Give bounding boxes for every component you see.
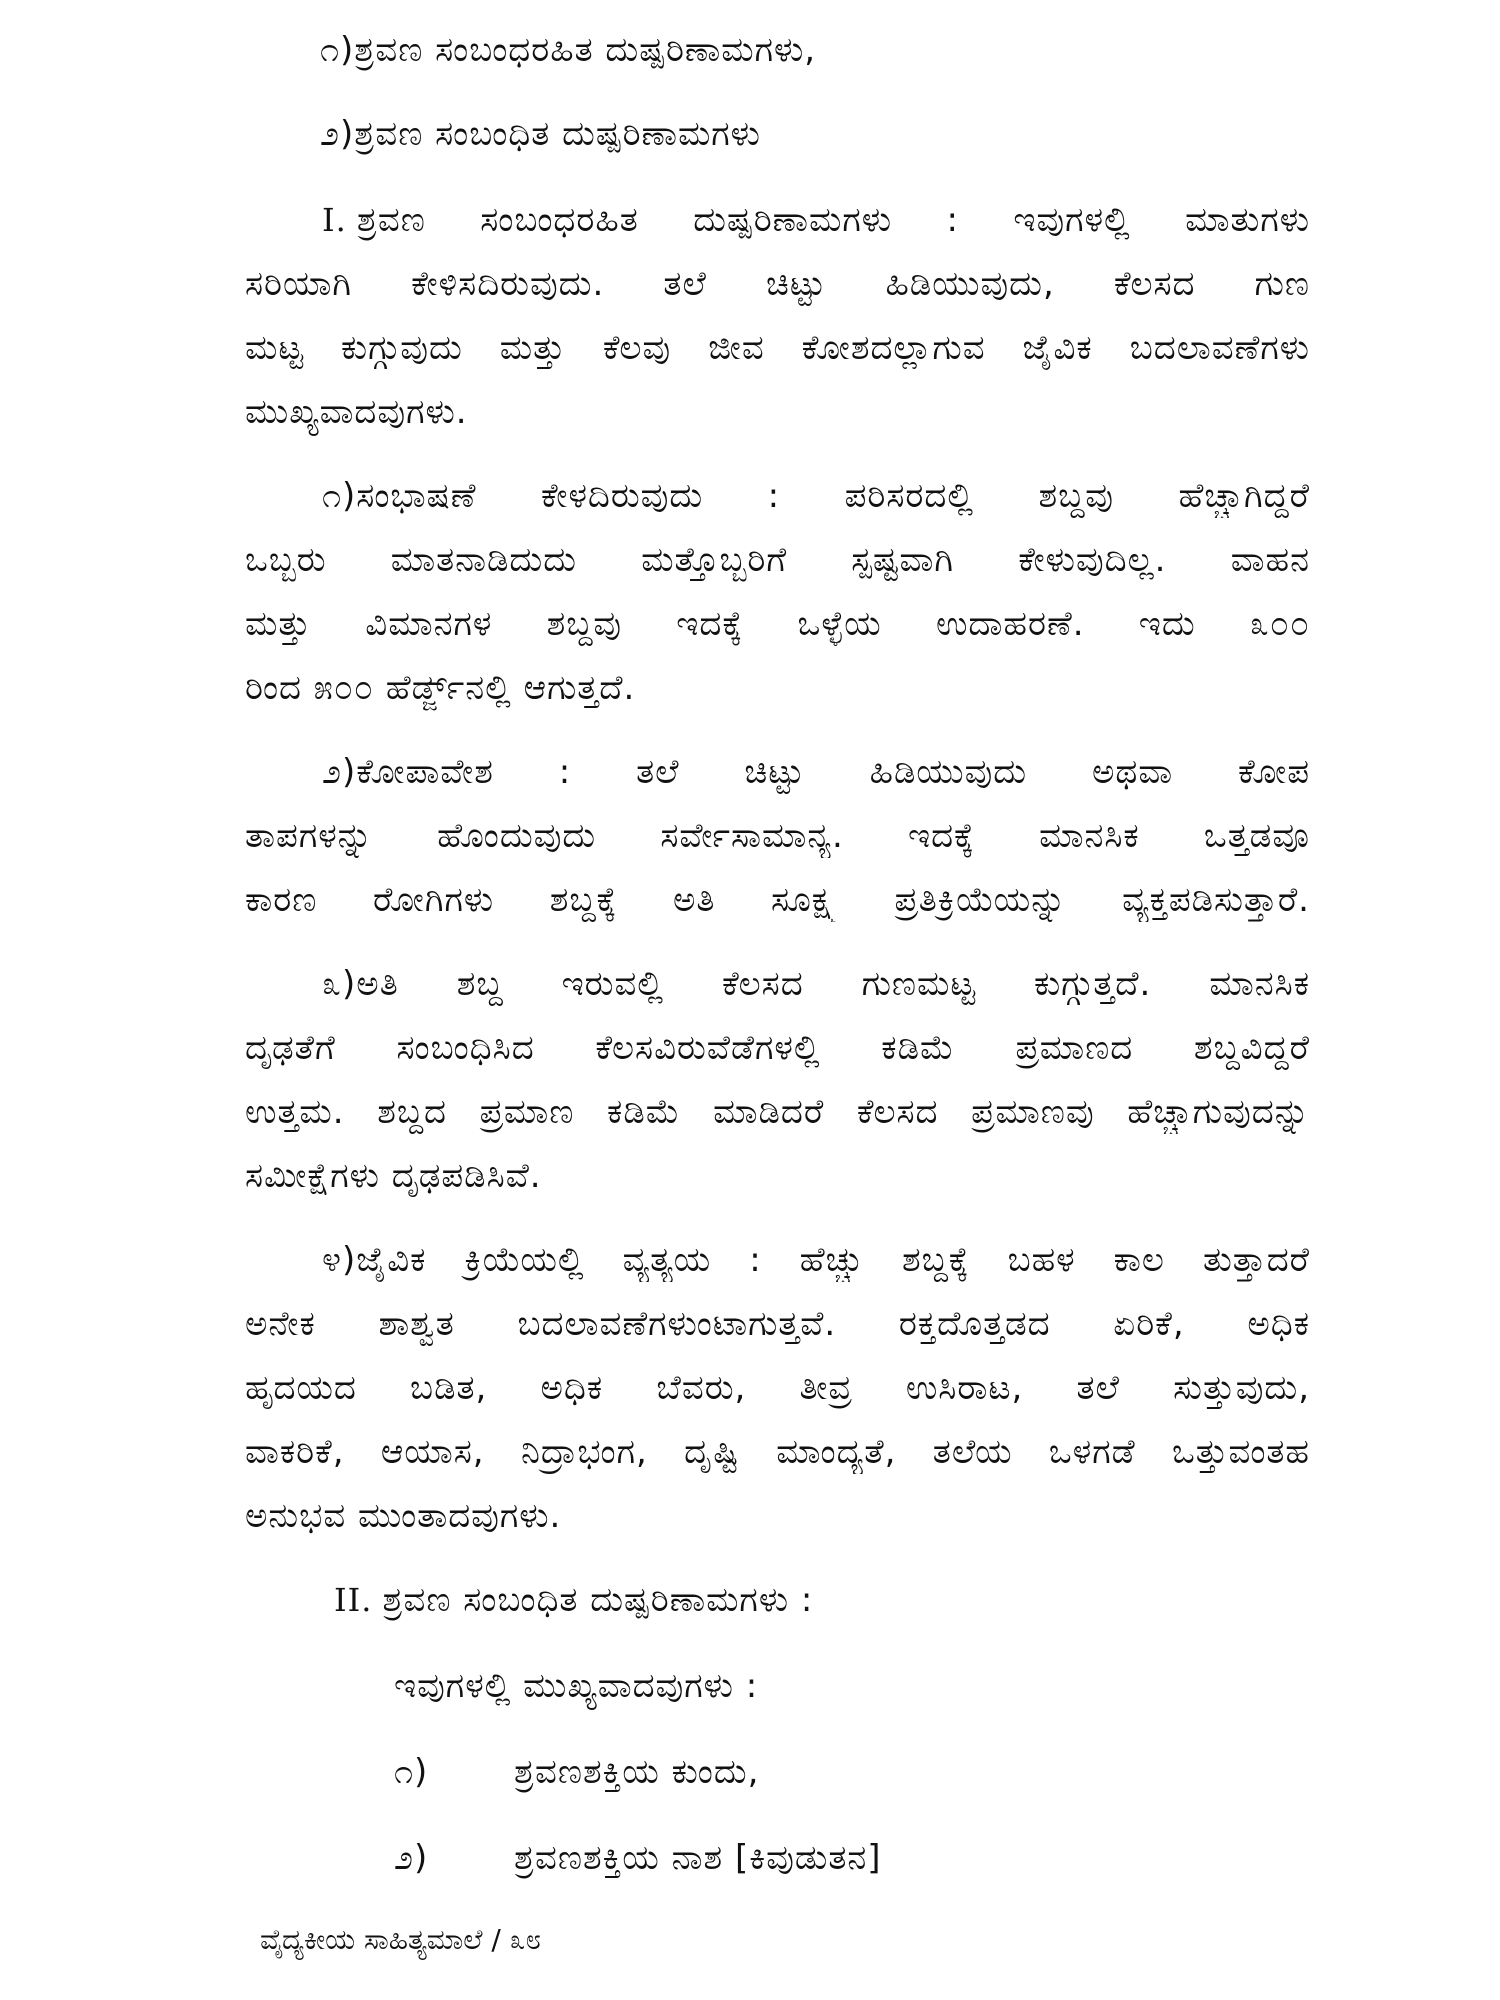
section2-heading xyxy=(334,1578,813,1622)
para4-line-3: ಹೃದಯದ ಬಡಿತ, ಅಧಿಕ ಬೆವರು, ತೀವ್ರ ಉಸಿರಾಟ, ತಲೆ ಸುತ್ತುವುದು, xyxy=(245,1368,1310,1408)
section2-item-2-text: ಶ್ರವಣಶಕ್ತಿಯ ನಾಶ [ಕಿವುಡುತನ] xyxy=(514,1838,882,1878)
para1-line-3: ಮತ್ತು ವಿಮಾನಗಳ ಶಬ್ದವು ಇದಕ್ಕೆ ಒಳ್ಳೆಯ ಉದಾಹರಣೆ. ಇದು ೩೦೦ xyxy=(245,604,1310,644)
section2-numeral: II. xyxy=(334,1581,373,1619)
section1-line-4: ಮುಖ್ಯವಾದವುಗಳು. xyxy=(245,392,468,432)
para1-line-4: ರಿಂದ ೫೦೦ ಹೆರ್ಡ್ಜ್‌ನಲ್ಲಿ ಆಗುತ್ತದೆ. xyxy=(245,668,636,708)
intro-item-2: ೨)ಶ್ರವಣ ಸಂಬಂಧಿತ ದುಷ್ಪರಿಣಾಮಗಳು xyxy=(320,114,761,154)
section2-subheading: ಇವುಗಳಲ್ಲಿ ಮುಖ್ಯವಾದವುಗಳು : xyxy=(394,1666,759,1706)
para4-line-2: ಅನೇಕ ಶಾಶ್ವತ ಬದಲಾವಣೆಗಳುಂಟಾಗುತ್ತವೆ. ರಕ್ತದೊತ್ತಡದ ಏರಿಕೆ, ಅಧಿಕ xyxy=(245,1304,1310,1344)
section2-item-1-number: ೧) xyxy=(394,1752,429,1792)
section2-item-1-text: ಶ್ರವಣಶಕ್ತಿಯ ಕುಂದು, xyxy=(514,1752,760,1792)
section1-heading-line xyxy=(322,198,1310,242)
para3-line-3: ಉತ್ತಮ. ಶಬ್ದದ ಪ್ರಮಾಣ ಕಡಿಮೆ ಮಾಡಿದರೆ ಕೆಲಸದ ಪ್ರಮಾಣವು ಹೆಚ್ಚಾಗುವುದನ್ನು xyxy=(245,1092,1310,1132)
para4-line-4: ವಾಕರಿಕೆ, ಆಯಾಸ, ನಿದ್ರಾಭಂಗ, ದೃಷ್ಟಿ ಮಾಂದ್ಯತೆ, ತಲೆಯ ಒಳಗಡೆ ಒತ್ತುವಂತಹ xyxy=(245,1432,1310,1472)
para1-line-1: ೧)ಸಂಭಾಷಣೆ ಕೇಳದಿರುವುದು : ಪರಿಸರದಲ್ಲಿ ಶಬ್ದವು ಹೆಚ್ಚಾಗಿದ್ದರೆ xyxy=(322,476,1310,516)
page-footer: ವೈದ್ಯಕೀಯ ಸಾಹಿತ್ಯಮಾಲೆ / ೩೮ xyxy=(260,1923,542,1956)
para4-line-1: ೪)ಜೈವಿಕ ಕ್ರಿಯೆಯಲ್ಲಿ ವ್ಯತ್ಯಯ : ಹೆಚ್ಚು ಶಬ್ದಕ್ಕೆ ಬಹಳ ಕಾಲ ತುತ್ತಾದರೆ xyxy=(322,1240,1310,1280)
para2-line-2: ತಾಪಗಳನ್ನು ಹೊಂದುವುದು ಸರ್ವೇಸಾಮಾನ್ಯ. ಇದಕ್ಕೆ ಮಾನಸಿಕ ಒತ್ತಡವೂ xyxy=(245,816,1310,856)
section2-item-2-number: ೨) xyxy=(394,1838,429,1878)
para3-line-4: ಸಮೀಕ್ಷೆಗಳು ದೃಢಪಡಿಸಿವೆ. xyxy=(245,1156,542,1196)
para2-line-3: ಕಾರಣ ರೋಗಿಗಳು ಶಬ್ದಕ್ಕೆ ಅತಿ ಸೂಕ್ಷ್ಮ ಪ್ರತಿಕ್ರಿಯೆಯನ್ನು ವ್ಯಕ್ತಪಡಿಸುತ್ತಾರೆ. xyxy=(245,880,1310,920)
section1-line-2: ಸರಿಯಾಗಿ ಕೇಳಿಸದಿರುವುದು. ತಲೆ ಚಿಟ್ಟು ಹಿಡಿಯುವುದು, ಕೆಲಸದ ಗುಣ xyxy=(245,264,1310,304)
para4-line-5: ಅನುಭವ ಮುಂತಾದವುಗಳು. xyxy=(245,1496,562,1536)
section2-list-item xyxy=(394,1750,759,1794)
intro-item-1: ೧)ಶ್ರವಣ ಸಂಬಂಧರಹಿತ ದುಷ್ಪರಿಣಾಮಗಳು, xyxy=(320,30,817,70)
section2-heading-text: ಶ್ರವಣ ಸಂಬಂಧಿತ ದುಷ್ಪರಿಣಾಮಗಳು : xyxy=(382,1580,814,1620)
section1-line-1: ಶ್ರವಣ ಸಂಬಂಧರಹಿತ ದುಷ್ಪರಿಣಾಮಗಳು : ಇವುಗಳಲ್ಲಿ ಮಾತುಗಳು xyxy=(356,200,1310,240)
para3-line-2: ದೃಢತೆಗೆ ಸಂಬಂಧಿಸಿದ ಕೆಲಸವಿರುವೆಡೆಗಳಲ್ಲಿ ಕಡಿಮೆ ಪ್ರಮಾಣದ ಶಬ್ದವಿದ್ದರೆ xyxy=(245,1028,1310,1068)
section1-line-3: ಮಟ್ಟ ಕುಗ್ಗುವುದು ಮತ್ತು ಕೆಲವು ಜೀವ ಕೋಶದಲ್ಲಾಗುವ ಜೈವಿಕ ಬದಲಾವಣೆಗಳು xyxy=(245,328,1310,368)
section1-numeral: I. xyxy=(322,201,347,239)
para1-line-2: ಒಬ್ಬರು ಮಾತನಾಡಿದುದು ಮತ್ತೊಬ್ಬರಿಗೆ ಸ್ಪಷ್ಟವಾಗಿ ಕೇಳುವುದಿಲ್ಲ. ವಾಹನ xyxy=(245,540,1310,580)
section2-list-item xyxy=(394,1836,882,1880)
para3-line-1: ೩)ಅತಿ ಶಬ್ದ ಇರುವಲ್ಲಿ ಕೆಲಸದ ಗುಣಮಟ್ಟ ಕುಗ್ಗುತ್ತದೆ. ಮಾನಸಿಕ xyxy=(322,964,1310,1004)
para2-line-1: ೨)ಕೋಪಾವೇಶ : ತಲೆ ಚಿಟ್ಟು ಹಿಡಿಯುವುದು ಅಥವಾ ಕೋಪ xyxy=(322,752,1310,792)
